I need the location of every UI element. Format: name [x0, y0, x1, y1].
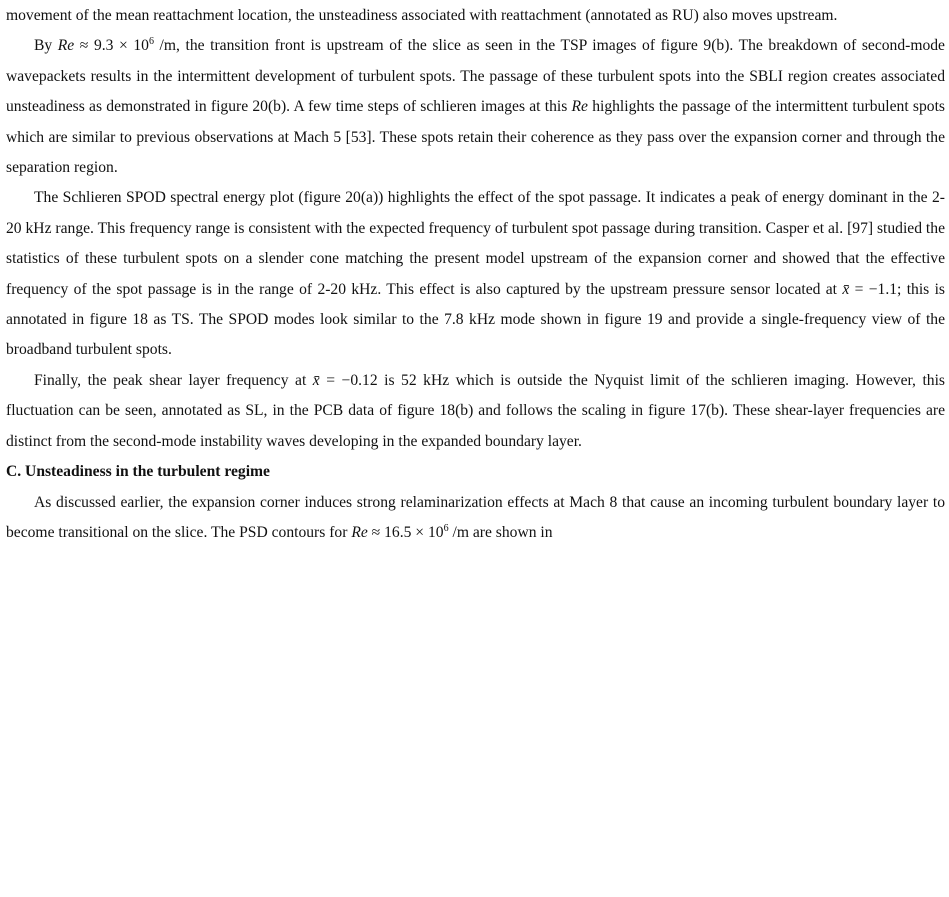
text-run: /m are shown in: [448, 523, 553, 541]
text-run: ≈ 9.3 × 10: [74, 37, 149, 55]
text-run: /m, the transition front is upstream of the slice as seen in the TSP images of figure 9(b). The breakdown of second-mode wavepackets results in the intermittent development of turbulent spots. The passage of these turbulent spots into the SBLI region creates associated unsteadiness as demonstrated in figure 20(b). A few time steps of schlieren images at this: [6, 37, 945, 116]
paragraph-transition-front: [6, 31, 945, 183]
xbar-symbol: x̄: [312, 371, 320, 389]
xbar-symbol: x̄: [842, 280, 850, 298]
paragraph-shear-layer: [6, 366, 945, 457]
paragraph-continued: movement of the mean reattachment location, the unsteadiness associated with reattachment (annotated as RU) also moves upstream.: [6, 7, 838, 24]
text-run: ≈ 16.5 × 10: [367, 523, 444, 541]
text-run: The Schlieren SPOD spectral energy plot (figure 20(a)) highlights the effect of the spot passage. It indicates a peak of energy dominant in the 2-20 kHz range. This frequency range is consistent with the expected frequency of turbulent spot passage during transition. Casper et al. [97] studied the statistics of these turbulent spots on a slender cone matching the present model upstream of the expansion corner and showed that the effective frequency of the spot passage is in the range of 2-20 kHz. This effect is also captured by the upstream pressure sensor located at: [6, 189, 945, 298]
paragraph-turbulent-regime: [6, 488, 945, 549]
text-run: highlights the passage of the intermittent turbulent spots which are similar to previous observations at Mach 5 [53]. These spots retain their coherence as they pass over the expansion corner and through the separation region.: [6, 98, 945, 177]
exponent: 6: [443, 522, 449, 534]
section-heading: C. Unsteadiness in the turbulent regime: [6, 463, 270, 481]
reynolds-symbol: Re: [351, 523, 368, 541]
paper-page: [0, 1, 949, 548]
exponent: 6: [148, 36, 154, 48]
paragraph-spod-energy: [6, 183, 945, 365]
text-run: Finally, the peak shear layer frequency at: [34, 371, 313, 389]
text-run: = −1.1; this is annotated in figure 18 as TS. The SPOD modes look similar to the 7.8 kHz mode shown in figure 19 and provide a single-frequency view of the broadband turbulent spots.: [6, 280, 945, 359]
reynolds-symbol: Re: [57, 37, 75, 55]
reynolds-symbol: Re: [571, 98, 588, 116]
text-run: By: [34, 37, 58, 55]
text-run: = −0.12 is 52 kHz which is outside the Nyquist limit of the schlieren imaging. However, this fluctuation can be seen, annotated as SL, in the PCB data of figure 18(b) and follows the scaling in figure 17(b). These shear-layer frequencies are distinct from the second-mode instability waves developing in the expanded boundary layer.: [6, 371, 945, 450]
text-run: As discussed earlier, the expansion corner induces strong relaminarization effects at Mach 8 that cause an incoming turbulent boundary layer to become transitional on the slice. The PSD contours for: [6, 493, 945, 541]
